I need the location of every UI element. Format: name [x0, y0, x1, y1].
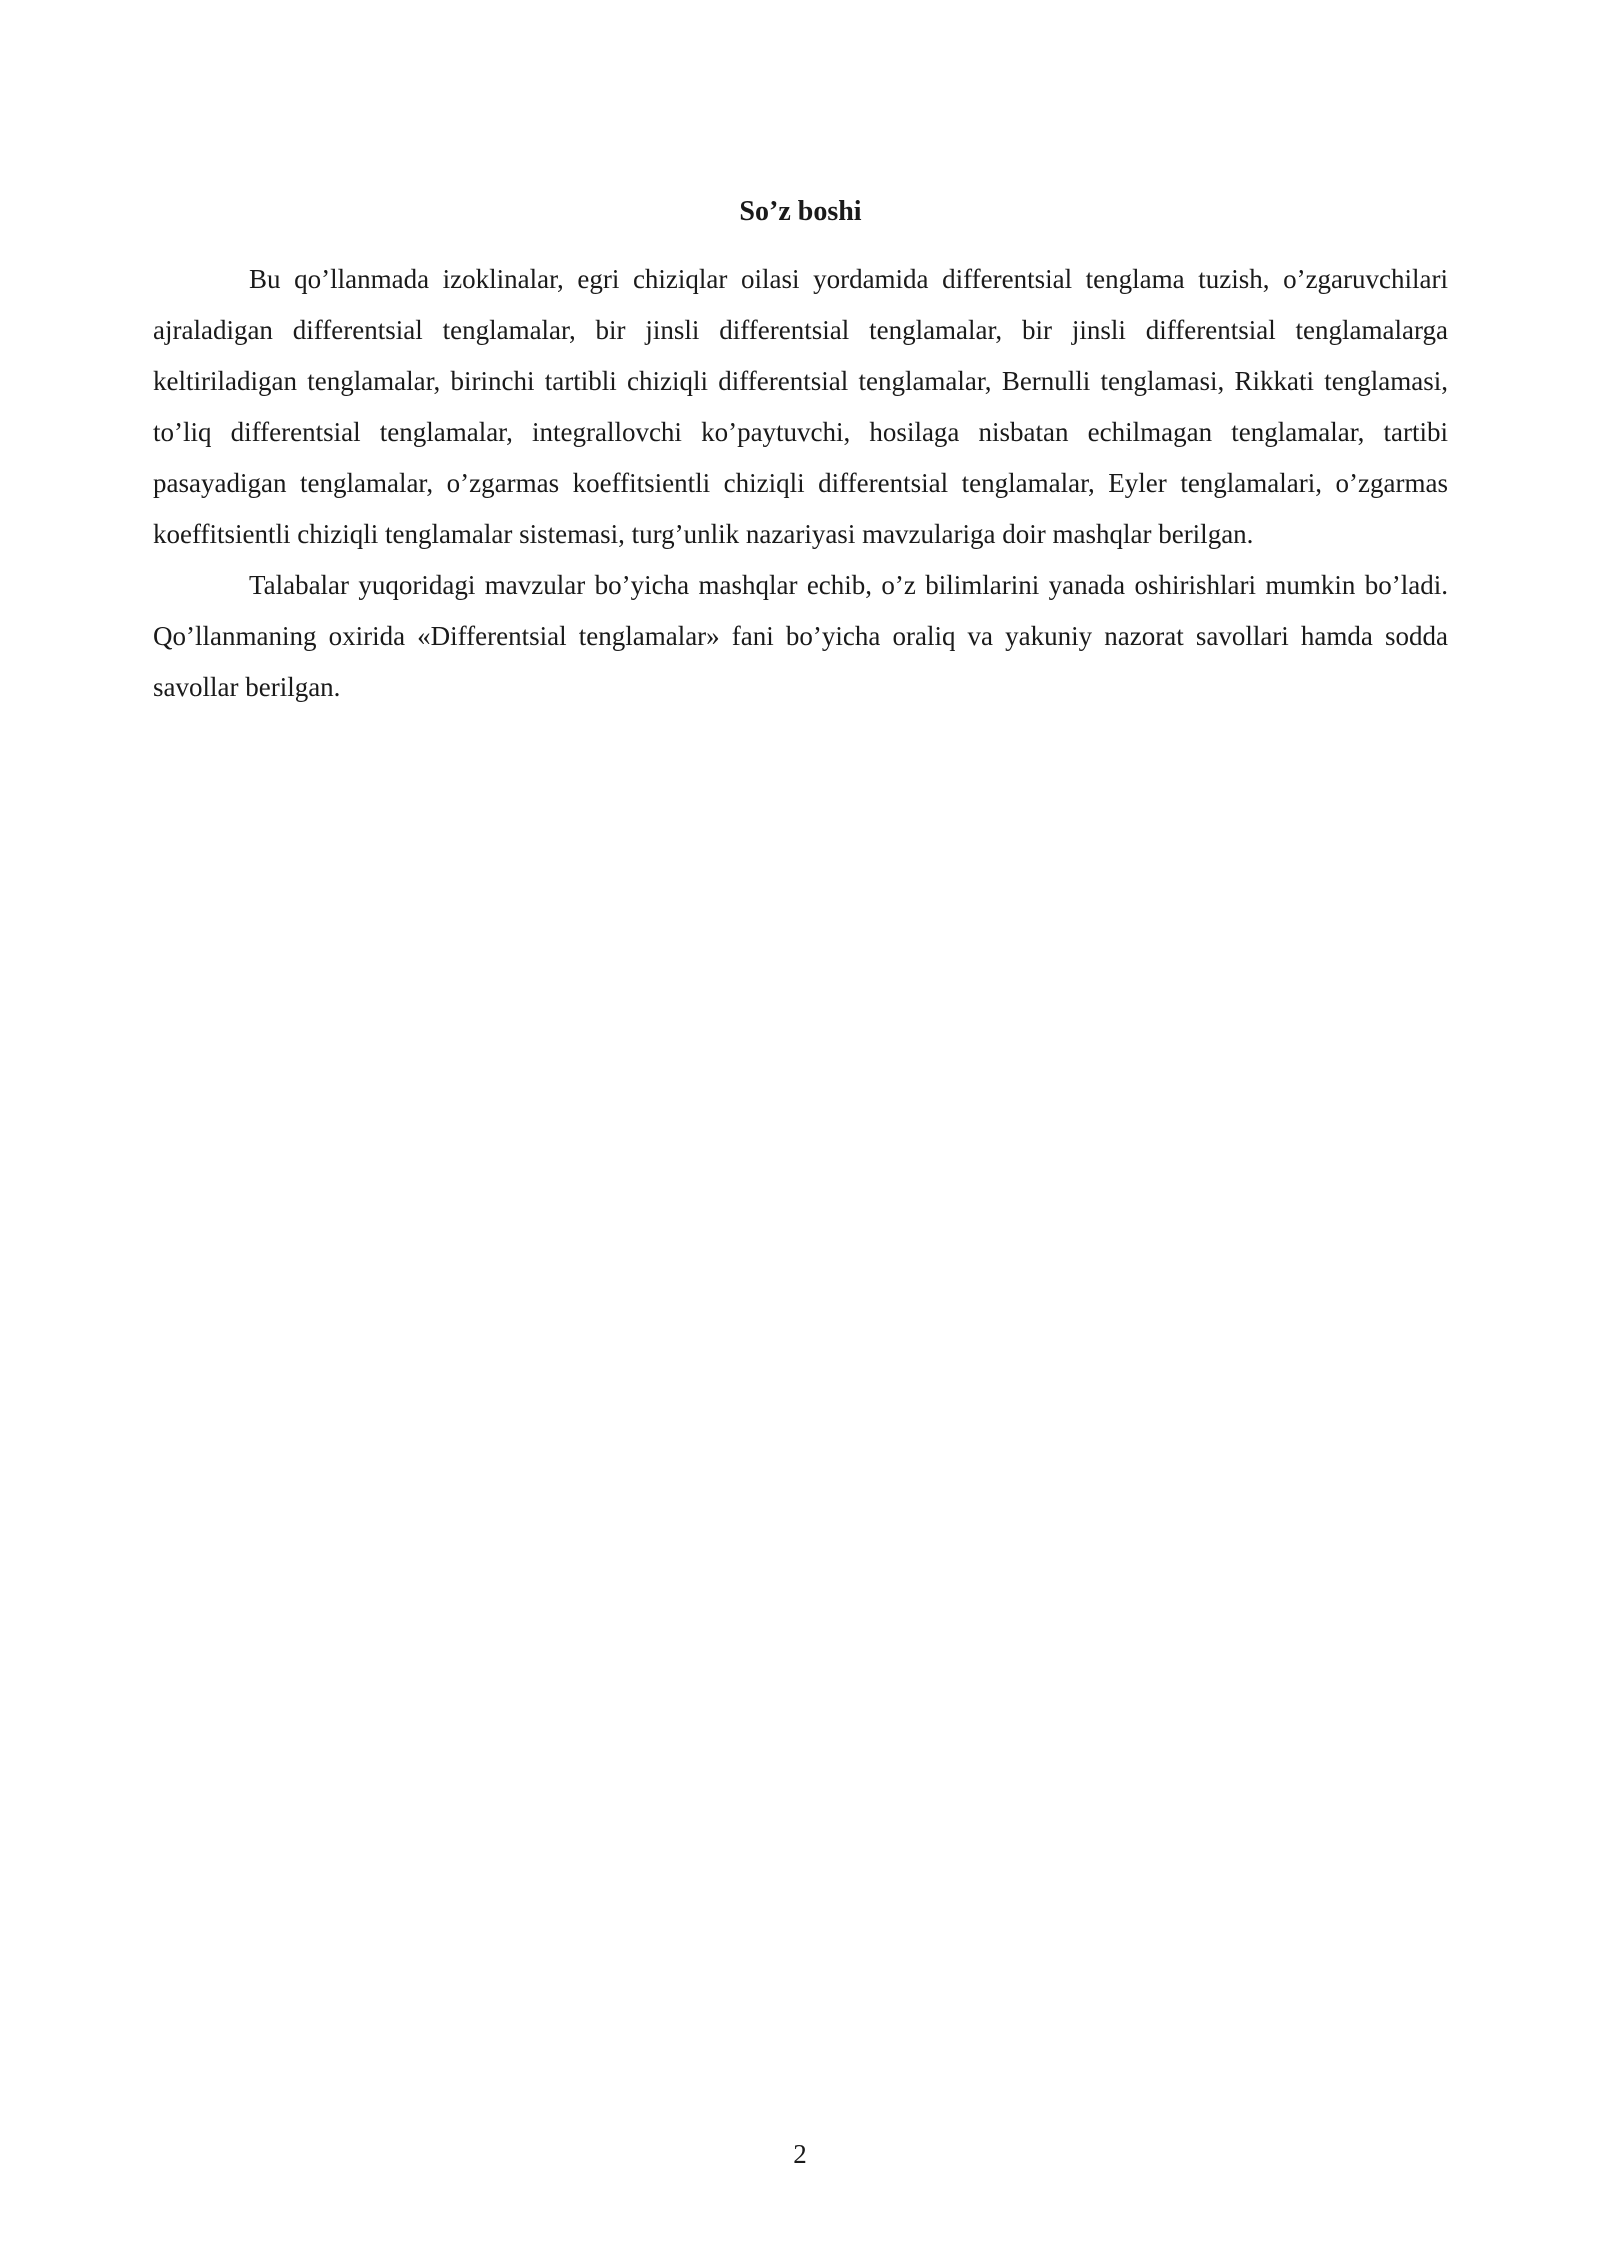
page-content — [153, 190, 1448, 713]
section-heading: So’z boshi — [739, 196, 862, 227]
paragraph-1: Bu qo’llanmada izoklinalar, egri chiziqlar oilasi yordamida differentsial tenglama tuzish, o’zgaruvchilari ajraladigan differentsial tenglamalar, bir jinsli differentsial tenglamalar, bir jinsli differentsial tenglamalarga keltiriladigan tenglamalar, birinchi tartibli chiziqli differentsial tenglamalar, Bernulli tenglamasi, Rikkati tenglamasi, to’liq differentsial tenglamalar, integrallovchi ko’paytuvchi, hosilaga nisbatan echilmagan tenglamalar, tartibi pasayadigan tenglamalar, o’zgarmas koeffitsientli chiziqli differentsial tenglamalar, Eyler tenglamalari, o’zgarmas koeffitsientli chiziqli tenglamalar sistemasi, turg’unlik nazariyasi mavzulariga doir mashqlar berilgan. — [153, 264, 1448, 549]
paragraph-2: Talabalar yuqoridagi mavzular bo’yicha mashqlar echib, o’z bilimlarini yanada oshirishlari mumkin bo’ladi. Qo’llanmaning oxirida «Differentsial tenglamalar» fani bo’yicha oraliq va yakuniy nazorat savollari hamda sodda savollar berilgan. — [153, 570, 1448, 702]
page-number: 2 — [793, 2139, 807, 2169]
